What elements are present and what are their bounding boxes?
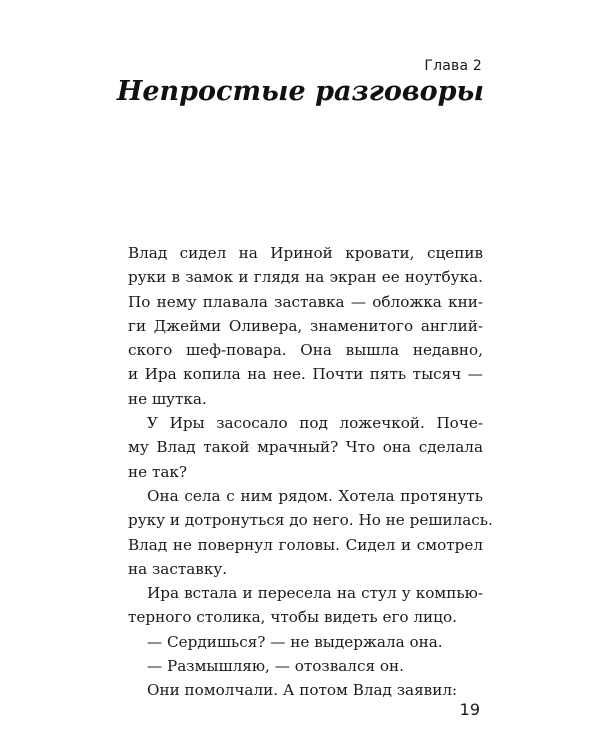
- chapter-label: Глава 2: [424, 58, 482, 74]
- text-line: Влад сидел на Ириной кровати, сцепив: [128, 244, 483, 262]
- text-line: Она села с ним рядом. Хотела протянуть: [147, 486, 483, 505]
- text-line: Они помолчали. А потом Влад заявил:: [147, 681, 458, 700]
- text-line: руку и дотронуться до него. Но не решилась.: [128, 511, 493, 530]
- text-line: — Размышляю, — отозвался он.: [147, 657, 404, 676]
- text-line: Ира встала и пересела на стул у компью-: [147, 584, 483, 603]
- text-line: ского шеф-повара. Она вышла недавно,: [128, 341, 483, 360]
- text-line: не так?: [128, 462, 188, 481]
- text-line: му Влад такой мрачный? Что она сделала: [128, 438, 483, 457]
- text-line: — Сердишься? — не выдержала она.: [147, 632, 443, 651]
- text-line: Влад не повернул головы. Сидел и смотрел: [128, 535, 483, 554]
- text-line: ги Джейми Оливера, знаменитого англий-: [128, 316, 483, 335]
- text-line: не шутка.: [128, 389, 207, 408]
- text-line: У Иры засосало под ложечкой. Поче-: [147, 414, 483, 433]
- body-text: [128, 241, 493, 703]
- page-number: 19: [459, 700, 480, 719]
- text-line: и Ира копила на нее. Почти пять тысяч —: [128, 365, 483, 384]
- chapter-title: Непростые разговоры: [116, 76, 484, 107]
- text-line: на заставку.: [128, 559, 228, 578]
- text-line: руки в замок и глядя на экран ее ноутбука.: [128, 268, 483, 287]
- text-line: терного столика, чтобы видеть его лицо.: [128, 608, 457, 627]
- text-line: По нему плавала заставка — обложка кни-: [128, 292, 483, 311]
